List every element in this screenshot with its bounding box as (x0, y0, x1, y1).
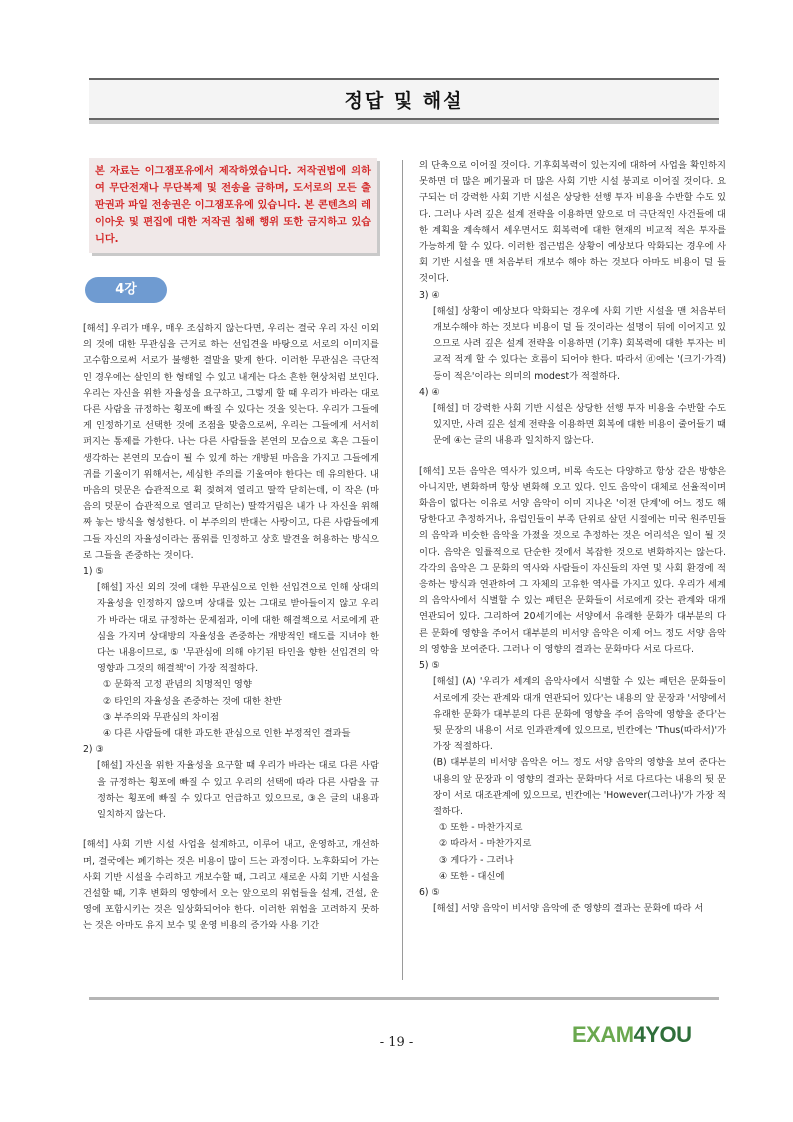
option-item: ④ 또한 - 대신에 (439, 870, 505, 882)
option-item: ③ 부주의와 무관심의 차이점 (103, 711, 219, 723)
right-column (419, 158, 726, 917)
explanation: [해설] 서양 음악이 비서양 음악에 준 영향의 결과는 문화에 따라 서 (433, 903, 704, 915)
translation-paragraph: 의 단축으로 이어질 것이다. 기후회복력이 있는지에 대하여 사업을 확인하지 못하면 더 많은 폐기물과 더 많은 사회 기반 시설 붕괴로 이어질 것이다. 요구되는 더 강력한 사회 기반 시설은 상당한 선행 투자 비용을 수반할 수도 있다. 그러나 사려 깊은 설계 전략을 이용하면 앞으로 더 극단적인 사건들에 대한 계획을 계속해서 세우면서도 회복력에 대한 현재의 비교적 적은 투자를 가능하게 할 수 있다. 이러한 접근법은 상황이 예상보다 악화되는 경우에 사회 기반 시설을 맨 처음부터 개보수 해야 하는 것보다 아마도 비용이 덜 들 것이다. (419, 160, 726, 285)
brand-logo (572, 1022, 691, 1048)
answer-label: 3) ④ (419, 289, 440, 301)
explanation: [해설] 자신을 위한 자율성을 요구할 때 우리가 바라는 대로 다른 사람을 규정하는 횡포에 빠질 수 있고 우리의 선택에 따라 다른 사람을 규정하는 횡포에 빠질 수 있다고 언급하고 있으므로, ③은 글의 내용과 일치하지 않는다. (97, 760, 379, 821)
option-item: ④ 다른 사람들에 대한 과도한 관심으로 인한 부정적인 결과들 (103, 728, 351, 740)
option-item: ① 또한 - 마찬가지로 (439, 822, 523, 834)
header-shadow (89, 120, 719, 124)
explanation: [해설] 상황이 예상보다 악화되는 경우에 사회 기반 시설을 맨 처음부터 개보수해야 하는 것보다 비용이 덜 들 것이라는 설명이 뒤에 이어지고 있으므로 사려 깊은 설계 전략을 이용하면 (기후) 회복력에 대한 투자는 비교적 적게 할 수 있다는 흐름이 되어야 한다. 따라서 ⓓ에는 '(크기·가격) 등이 적은'이라는 의미의 modest가 적절하다. (433, 305, 726, 382)
left-column (83, 158, 379, 935)
page-title: 정답 및 해설 (344, 90, 464, 112)
answer-label: 4) ④ (419, 386, 440, 398)
page-number: - 19 - (379, 1035, 414, 1050)
explanation: [해설] 더 강력한 사회 기반 시설은 상당한 선행 투자 비용을 수반할 수도 있지만, 사려 깊은 설계 전략을 이용하면 회복에 대한 비용이 줄어들기 때문에 ④는 글의 내용과 일치하지 않는다. (433, 403, 726, 447)
answer-label: 2) ③ (83, 744, 104, 756)
answer-label: 6) ⑤ (419, 886, 440, 898)
translation-paragraph: [해석] 모든 음악은 역사가 있으며, 비록 속도는 다양하고 항상 같은 방향은 아니지만, 변화하며 항상 변화해 오고 있다. 인도 음악이 대체로 선율적이며 화음이 없다는 이유로 서양 음악이 이미 지나온 '이전 단계'에 어느 정도 해당한다고 추정하거나, 유럽인들이 부족 단위로 살던 시절에는 미국 원주민들의 음악과 비슷한 음악을 가졌을 것으로 추정하는 것은 어리석은 일이 될 것이다. 음악은 일률적으로 단순한 것에서 복잡한 것으로 변화하지는 않는다. 각각의 음악은 그 문화의 역사와 사람들이 자신들의 자연 및 사회 환경에 적응하는 방식과 연관하여 그 자체의 고유한 역사를 가지고 있다. 우리가 세계의 음악사에서 식별할 수 있는 패턴은 문화들이 서로에게 갖는 관계와 대개 연관되어 있다. 그리하여 20세기에는 서양에서 유래한 문화가 대부분의 다른 문화에 영향을 주어서 대부분의 비서양 음악은 이제 어느 정도 서양 음악의 영향을 보여준다. 그러나 이 영향의 결과는 문화마다 서로 다르다. (419, 465, 726, 655)
copyright-notice: 본 자료는 이그잼포유에서 제작하였습니다. 저작권법에 의하여 무단전재나 무단복제 및 전송을 금하며, 도서로의 모든 출판권과 파일 전송권은 이그잼포유에 있습니다. 본 콘텐츠의 레이아웃 및 편집에 대한 저작권 침해 행위 또한 금지하고 있습니다. (89, 158, 377, 253)
footer-divider (89, 997, 719, 1000)
logo-text-exam: EXAM (572, 1022, 634, 1047)
answer-label: 1) ⑤ (83, 566, 104, 578)
chapter-badge: 4강 (85, 277, 167, 303)
option-item: ② 타인의 자율성을 존중하는 것에 대한 찬반 (103, 695, 282, 707)
option-item: ③ 게다가 - 그러나 (439, 854, 514, 866)
column-divider (402, 160, 403, 980)
translation-paragraph: [해석] 사회 기반 시설 사업을 설계하고, 이루어 내고, 운영하고, 개선하며, 결국에는 폐기하는 것은 비용이 많이 드는 과정이다. 노후화되어 가는 사회 기반 시설을 수리하고 개보수할 때, 그리고 새로운 사회 기반 시설을 건설할 때, 기후 변화의 영향에서 오는 앞으로의 위험들을 설계, 건설, 운영에 포함시키는 것은 일상화되어야 한다. 이러한 위험을 고려하지 못하는 것은 아마도 유지 보수 및 운영 비용의 증가와 사용 기간 (83, 839, 379, 932)
explanation: [해설] (A) '우리가 세계의 음악사에서 식별할 수 있는 패턴은 문화들이 서로에게 갖는 관계와 대개 연관되어 있다'는 내용의 앞 문장과 '서양에서 유래한 문화가 대부분의 다른 문화에 영향을 주어 음악에 영향을 준다'는 뒷 문장의 내용이 서로 인과관계에 있으므로, 빈칸에는 'Thus(따라서)'가 가장 적절하다. (433, 676, 726, 753)
answer-label: 5) ⑤ (419, 660, 440, 672)
logo-text-4you: 4YOU (633, 1022, 692, 1047)
header-bar (89, 78, 719, 120)
option-item: ① 문화적 고정 관념의 치명적인 영향 (103, 679, 252, 691)
translation-paragraph: [해석] 우리가 매우, 매우 조심하지 않는다면, 우리는 결국 우리 자신 이외의 것에 대한 무관심을 근거로 하는 선입견을 바탕으로 서로의 이미지를 고수함으로써 서로가 불행한 결말을 맞게 한다. 이러한 무관심은 극단적인 경우에는 살인의 한 형태일 수 있고 내게는 다소 흔한 현상처럼 보인다. 우리는 자신을 위한 자율성을 요구하고, 그렇게 할 때 우리가 바라는 대로 다른 사람을 규정하는 횡포에 빠질 수 있다는 것을 잊는다. 우리가 그들에게 인정하기로 선택한 것에 조점을 맞춤으로써, 우리는 그들에게 서서히 퍼지는 통제를 가한다. 나는 다른 사람들을 본연의 모습으로 혹은 그들이 생각하는 본연의 모습이 될 수 있게 하는 개방된 마음을 가지고 그들에게 귀를 기울이기 위해서는, 세심한 주의를 기울여야 한다는 데 유의한다. 내 마음의 덧문은 습관적으로 휙 젖혀져 열리고 딸깍 닫히는데, 이 작은 (마음의 덧문이 습관적으로 열리고 닫히는) 딸깍거림은 내가 나 자신을 위해 짜 놓는 방식을 형성한다. 이 부주의의 반대는 사랑이고, 다른 사람들에게 그들 자신의 자율성이라는 품위를 인정하고 상호 발견을 허용하는 방식으로 그들을 존중하는 것이다. (83, 323, 379, 561)
explanation: (B) 대부분의 비서양 음악은 어느 정도 서양 음악의 영향을 보여 준다는 내용의 앞 문장과 이 영향의 결과는 문화마다 서로 다르다는 내용의 뒷 문장이 서로 대조관계에 있으므로, 빈칸에는 'However(그러나)'가 가장 적절하다. (433, 757, 726, 817)
option-item: ② 따라서 - 마찬가지로 (439, 838, 532, 850)
explanation: [해설] 자신 외의 것에 대한 무관심으로 인한 선입견으로 인해 상대의 자율성을 인정하지 않으며 상대를 있는 그대로 받아들이지 않고 우리가 바라는 대로 규정하는 문제점과, 이에 대한 해결책으로 서로에게 관심을 가지며 상대방의 자율성을 존중하는 개방적인 태도를 지녀야 한다는 내용이므로, ⑤ '무관심에 의해 야기된 타인을 향한 선입견의 악영향과 그것의 해결책'이 가장 적절하다. (97, 582, 379, 675)
